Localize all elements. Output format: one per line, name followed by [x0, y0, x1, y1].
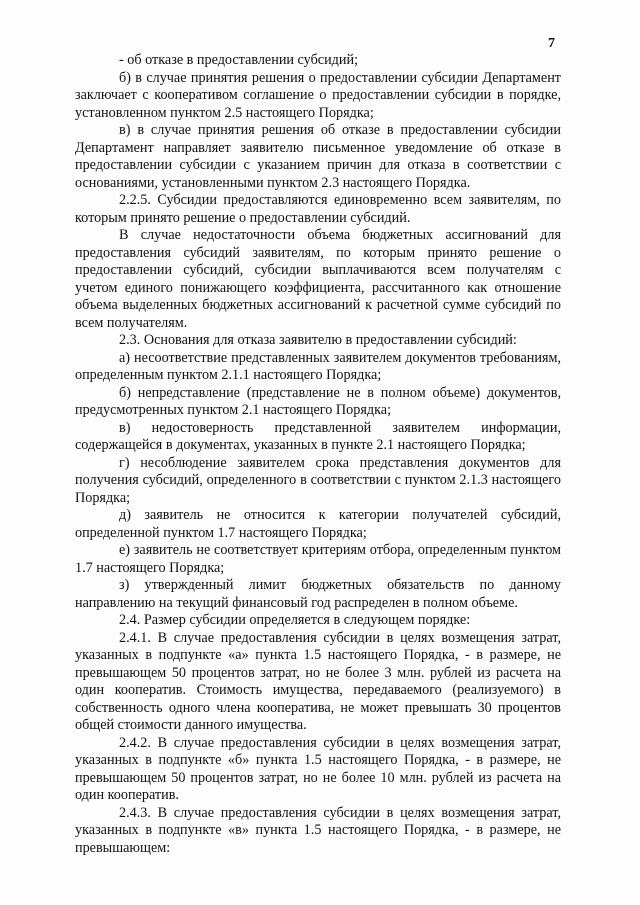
page-number: 7	[548, 36, 555, 51]
paragraph: 2.4.3. В случае предоставления субсидии в целях возмещения затрат, указанных в подпункте «в» пункта 1.5 настоящего Порядка, - в размере, не превышающем:	[75, 804, 561, 856]
paragraph: б) в случае принятия решения о предоставлении субсидии Департамент заключает с кооперативом соглашение о предоставлении субсидии в порядке, установленном пунктом 2.5 настоящего Порядка;	[75, 69, 561, 121]
paragraph: - об отказе в предоставлении субсидий;	[119, 52, 359, 68]
paragraph: 2.4.1. В случае предоставления субсидии в целях возмещения затрат, указанных в подпункте «а» пункта 1.5 настоящего Порядка, - в размере, не превышающем 50 процентов затрат, но не более 3 млн. рублей из расчета на один кооператив. Стоимость имущества, передаваемого (реализуемого) в собственность одного члена кооператива, не может превышать 30 процентов общей стоимости данного имущества.	[75, 629, 561, 733]
paragraph: г) несоблюдение заявителем срока представления документов для получения субсидий, определенного в соответствии с пунктом 2.1.3 настоящего Порядка;	[75, 454, 561, 506]
paragraph: 2.2.5. Субсидии предоставляются единовременно всем заявителям, по которым принято решение о предоставлении субсидий.	[75, 192, 561, 226]
paragraph: 2.3. Основания для отказа заявителю в предоставлении субсидий:	[119, 332, 517, 348]
paragraph: в) недостоверность представленной заявителем информации, содержащейся в документах, указанных в пункте 2.1 настоящего Порядка;	[75, 419, 561, 453]
paragraph: а) несоответствие представленных заявителем документов требованиям, определенным пунктом 2.1.1 настоящего Порядка;	[75, 349, 561, 383]
paragraph: В случае недостаточности объема бюджетных ассигнований для предоставления субсидий заявителям, по которым принято решение о предоставлении субсидий, субсидии выплачиваются всем получателям с учетом единого понижающего коэффициента, рассчитанного как отношение объема выделенных бюджетных ассигнований к расчетной сумме субсидий по всем получателям.	[75, 227, 561, 331]
paragraph: б) непредставление (представление не в полном объеме) документов, предусмотренных пунктом 2.1 настоящего Порядка;	[75, 384, 561, 418]
paragraph: 2.4. Размер субсидии определяется в следующем порядке:	[119, 612, 471, 628]
paragraph: з) утвержденный лимит бюджетных обязательств по данному направлению на текущий финансовый год распределен в полном объеме.	[75, 577, 561, 611]
paragraph: 2.4.2. В случае предоставления субсидии в целях возмещения затрат, указанных в подпункте «б» пункта 1.5 настоящего Порядка, - в размере, не превышающем 50 процентов затрат, но не более 10 млн. рублей из расчета на один кооператив.	[75, 734, 561, 803]
paragraph: д) заявитель не относится к категории получателей субсидий, определенной пунктом 1.7 настоящего Порядка;	[75, 507, 561, 541]
document-body	[75, 52, 561, 857]
paragraph: е) заявитель не соответствует критериям отбора, определенным пунктом 1.7 настоящего Порядка;	[75, 542, 561, 576]
paragraph: в) в случае принятия решения об отказе в предоставлении субсидии Департамент направляет заявителю письменное уведомление об отказе в предоставлении субсидии с указанием причин для отказа в соответствии с основаниями, установленными пунктом 2.3 настоящего Порядка.	[75, 122, 561, 191]
